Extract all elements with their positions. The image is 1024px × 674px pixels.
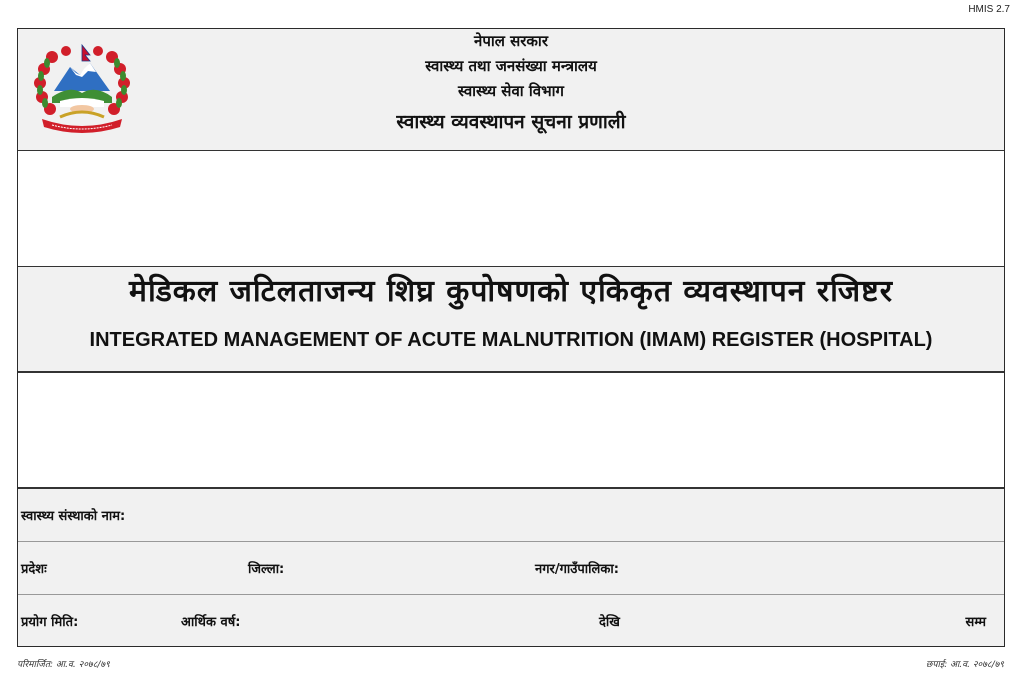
- blank-panel-bottom: [18, 373, 1004, 489]
- printed-note: छपाई: आ.व. २०७८/७९: [926, 660, 1004, 670]
- form-code: HMIS 2.7: [968, 4, 1010, 15]
- municipality-label: नगर/गाउँपालिका:: [535, 562, 619, 577]
- date-row: [18, 595, 1004, 646]
- facility-row: [18, 489, 1004, 542]
- register-title-panel: [18, 267, 1004, 373]
- government-name: नेपाल सरकार: [474, 32, 548, 50]
- location-row: [18, 542, 1004, 595]
- province-label: प्रदेशः: [21, 562, 47, 577]
- system-name: स्वास्थ्य व्यवस्थापन सूचना प्रणाली: [396, 111, 626, 133]
- usage-date-label: प्रयोग मिति:: [21, 615, 79, 630]
- revised-note: परिमार्जित: आ.व. २०७८/७९: [17, 660, 110, 670]
- government-header: [18, 29, 1004, 151]
- blank-panel-top: [18, 151, 1004, 267]
- register-title-english: INTEGRATED MANAGEMENT OF ACUTE MALNUTRITION (IMAM) REGISTER (HOSPITAL): [89, 329, 933, 351]
- register-title-nepali: मेडिकल जटिलताजन्य शिघ्र कुपोषणको एकिकृत व्यवस्थापन रजिष्टर: [129, 274, 893, 309]
- to-label: सम्म: [965, 615, 986, 630]
- facility-name-label: स्वास्थ्य संस्थाको नाम:: [21, 509, 126, 524]
- register-cover-frame: [17, 28, 1005, 647]
- district-label: जिल्ला:: [248, 562, 285, 577]
- from-label: देखि: [599, 615, 620, 630]
- ministry-heading: [18, 29, 1004, 134]
- fiscal-year-label: आर्थिक वर्ष:: [181, 615, 241, 630]
- ministry-name: स्वास्थ्य तथा जनसंख्या मन्त्रालय: [425, 57, 597, 75]
- department-name: स्वास्थ्य सेवा विभाग: [458, 82, 564, 100]
